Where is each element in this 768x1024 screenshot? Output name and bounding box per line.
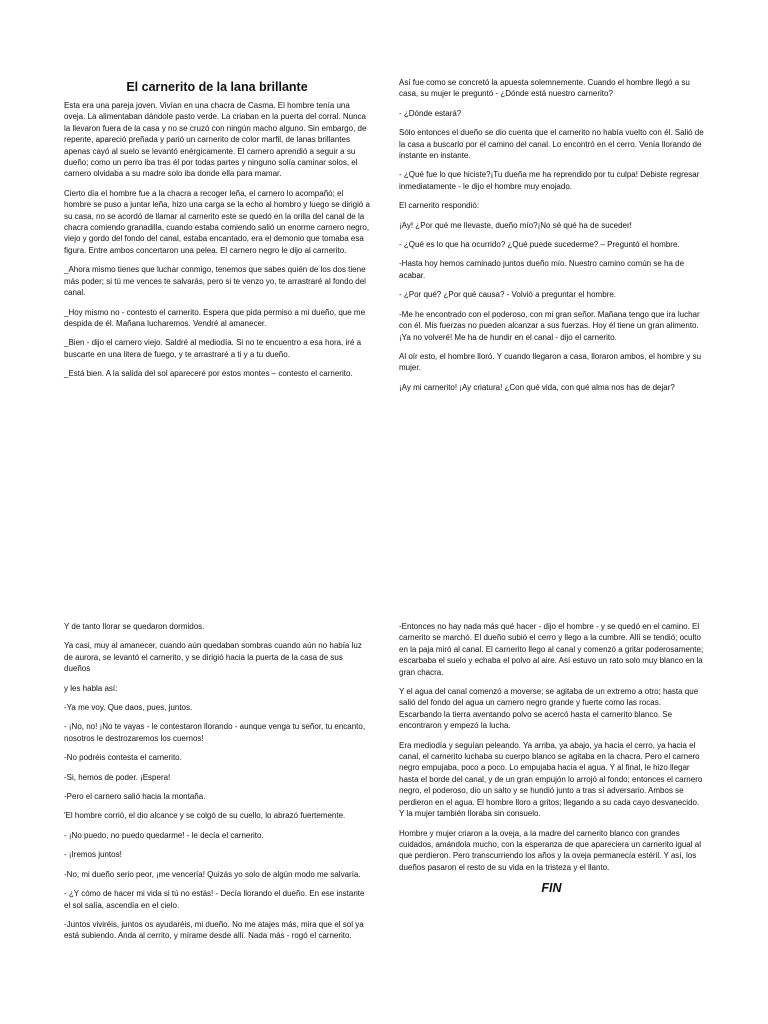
paragraph: El carnerito respondió: <box>399 201 480 211</box>
paragraph: _Ahora mismo tienes que luchar conmigo, tenemos que sabes quién de los dos tiene más poder; si tú me vences te salvarás, pero si te venzo yo, te arrastraré al fondo del canal. <box>64 265 366 298</box>
paragraph: -No, mi dueño serio peor, ¡me vencería! Quizás yo solo de algún modo me salvaría. <box>64 869 361 879</box>
paragraph: - ¡No, no! ¡No te vayas - le contestaron llorando - aunque venga tu señor, tu encanto, nosotros le destrozaremos los cuernos! <box>64 722 366 743</box>
paragraph: Ya casi, muy al amanecer, cuando aún quedaban sombras cuando aún no había luz de aurora, se levantó el carnerito, y se dirigió hacia la puerta de la casa de sus dueños <box>64 641 362 674</box>
story-title: El carnerito de la lana brillante <box>126 80 308 94</box>
paragraph: - ¿Qué es lo que ha ocurrido? ¿Qué puede sucederme? – Preguntó el hombre. <box>399 240 680 250</box>
column-bottom-right <box>399 621 704 896</box>
column-top-right <box>399 77 704 401</box>
paragraph: -Si, hemos de poder. ¡Espera! <box>64 772 171 782</box>
paragraph: Al oír esto, el hombre lloró. Y cuando llegaron a casa, lloraron ambos, el hombre y su mujer. <box>399 351 702 373</box>
paragraph: 'El hombre corrió, el dio alcance y se colgó de su cuello, lo abrazó fuertemente. <box>64 811 346 821</box>
paragraph: -Ya me voy. Que daos, pues, juntos. <box>64 703 193 713</box>
column-top-left <box>64 100 370 388</box>
paragraph: _Bien - dijo el carnero viejo. Saldré al mediodía. Si no te encuentro a esa hora, iré a buscarte en una litera de fuego, y te arrastraré a ti y a tu dueño. <box>64 338 362 359</box>
paragraph: -Hasta hoy hemos caminado juntos dueño mío. Nuestro camino común se ha de acabar. <box>399 259 685 280</box>
paragraph: -Me he encontrado con el poderoso, con mi gran señor. Mañana tengo que ira luchar con él. Mis fuerzas no pueden alcanzar a sus fuerzas. Hoy él tiene un gran alimento. ¡Ya no volveré! Me ha de hundir en el canal - dijo el carnerito. <box>399 309 700 342</box>
column-bottom-left <box>64 621 370 950</box>
paragraph: - ¿Dónde estará? <box>399 108 462 118</box>
paragraph: - ¿Qué fue lo que hiciste?¡Tu dueña me ha reprendido por tu culpa! Debiste regresar inmediatamente - le dijo el hombre muy enojado. <box>399 170 700 191</box>
paragraph: Hombre y mujer criaron a la oveja, a la madre del carnerito blanco con grandes cuidados, amándola mucho, con la esperanza de que apareciera un carnerito igual al que perdieron. Pero transcurriendo los años y la oveja permanecía estéril. Y así, los dueños pasaron el resto de su vida en la tristeza y el llanto. <box>399 828 701 872</box>
paragraph: Era mediodía y seguían peleando. Ya arriba, ya abajo, ya hacia el cerro, ya hacia el canal, el carnerito luchaba su cuerpo blanco se agitaba en la chacra. Pero el carnero negro empujaba, poco a poco. Lo empujaba hacia el agua. Y al final, le hizo llegar hasta el borde del canal, y de un gran empujón lo arrojó al fondo; entonces el carnero negro, el poderoso, dio un salto y se hundió junto a tras sí adversario. Ambos se perdieron en el agua. El hombre lloro a gritos; llegando a su cada cayo desvanecido. Y la mujer también lloraba sin consuelo. <box>399 740 703 819</box>
paragraph: - ¡No puedo, no puedo quedarme! - le decía el carnerito. <box>64 830 264 840</box>
paragraph: -Pero el carnero salió hacia la montaña. <box>64 792 206 802</box>
paragraph: Sólo entonces el dueño se dio cuenta que el carnerito no había vuelto con él. Salió de la casa a buscarlo por el camino del canal. Lo encontró en el cerro. Venía llorando de instante en instante. <box>399 128 704 161</box>
paragraph: - ¿Por qué? ¿Por qué causa? - Volvió a preguntar el hombre. <box>399 290 617 300</box>
paragraph: - ¡Iremos juntos! <box>64 850 122 860</box>
paragraph: Cierto día el hombre fue a la chacra a recoger leña, el carnero lo acompañó; el hombre se puso a juntar leña, hizo una carga se la echo al hombro y luego se dirigió a su casa, no se acordó de llamar al carnerito este se quedó en la orilla del canal de la chacra comiendo granadilla, cuando estaba comiendo salió un enorme carnero negro, viejo y gordo del fondo del canal, estaba encantado, era el demonio que tomaba esa figura. Entre ambos concertaron una pelea. El carnero negro le dijo al carnerito. <box>64 188 370 255</box>
paragraph: Así fue como se concretó la apuesta solemnemente. Cuando el hombre llegó a su casa, su mujer le preguntó - ¿Dónde está nuestro carnerito? <box>399 78 690 99</box>
paragraph: -Entonces no hay nada más qué hacer - dijo el hombre - y se quedó en el camino. El carnerito se marchó. El dueño subió el cerro y llego a la cumbre. Allí se tendió; oculto en la paja miró al canal. El carnerito llego al canal y comenzó a gritar poderosamente; escarbaba el suelo y echaba el polvo al aire. Así estuvo un rato solo muy blanco en la gran chacra. <box>399 622 704 677</box>
paragraph: _Hoy mismo no - contesto el carnerito. Espera que pida permiso a mi dueño, que me despida de él. Mañana lucharemos. Vendré al amanecer. <box>64 307 366 328</box>
paragraph: _Está bien. A la salida del sol apareceré por estos montes – contesto el carnerito. <box>64 369 353 379</box>
fin-label: FIN <box>541 881 562 896</box>
paragraph: Y el agua del canal comenzó a moverse; se agitaba de un extremo a otro; hasta que salió del fondo del agua un carnero negro grande y fuerte como las rocas. Escarbando la tierra aventando polvo se acercó hasta el carnerito blanco. Se encontraron y empezó la lucha. <box>399 687 699 731</box>
paragraph: ¡Ay mi carnerito! ¡Ay criatura! ¿Con qué vida, con qué alma nos has de dejar? <box>399 382 675 392</box>
paragraph: -No podréis contesta el carnerito. <box>64 753 182 763</box>
paragraph: - ¿Y cómo de hacer mi vida si tú no estás! - Decía llorando el dueño. En ese instante el sol salía, ascendía en el cielo. <box>64 889 365 910</box>
paragraph: y les habla así: <box>64 683 118 693</box>
paragraph: -Juntos viviréis, juntos os ayudaréis, mi dueño. No me atajes más, mira que el sol ya está subiendo. Anda al cerrito, y mírame desde allí. Nada más - rogó el carnerito. <box>64 919 364 941</box>
paragraph: Y de tanto llorar se quedaron dormidos. <box>64 622 205 631</box>
paragraph: ¡Ay! ¿Por qué me llevaste, dueño mío?¡No sé qué ha de suceder! <box>399 220 632 230</box>
paragraph: Esta era una pareja joven. Vivían en una chacra de Casma. El hombre tenía una oveja. La alimentaban dándole pasto verde. La criaban en la puerta del corral. Nunca la llevaron fuera de la casa y no se cruzó con ningún macho alguno. Sin embargo, de repente, apareció preñada y parió un carnerito de color marfil, de lanas brillantes apenas cayó al suelo se levantó enérgicamente. El carnero aprendió a seguir a su dueño; como un perro iba tras él por todas partes y ninguno solía caminar solos, el carnero olvidaba a su madre solo iba donde ella para mamar. <box>64 101 367 179</box>
